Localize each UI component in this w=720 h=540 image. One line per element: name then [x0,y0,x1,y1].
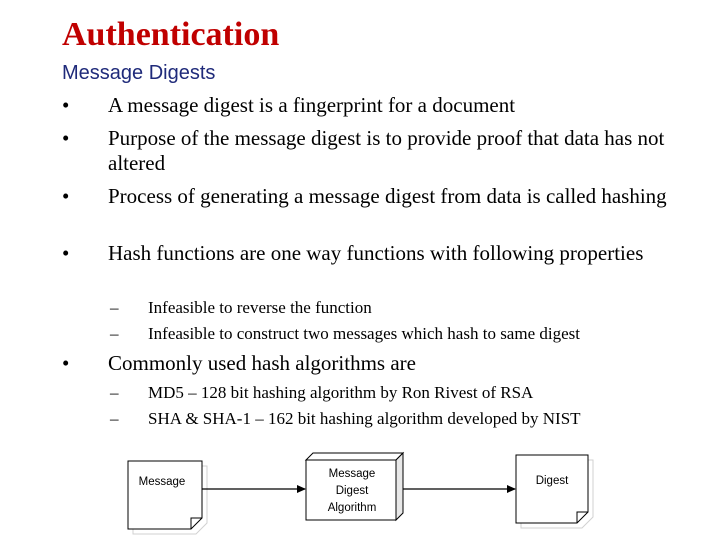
algorithm-label-line: Digest [335,485,369,497]
algorithm-label-line: Message [328,468,376,480]
bullet-text: Commonly used hash algorithms are [108,351,416,375]
bullet-text: A message digest is a fingerprint for a document [108,93,516,117]
sub-bullet-marker: – [110,298,119,317]
bullet-marker: • [62,184,70,208]
sub-bullet-text: MD5 – 128 bit hashing algorithm by Ron Rivest of RSA [148,383,534,402]
sub-bullet-text: Infeasible to construct two messages which hash to same digest [148,324,580,343]
algorithm-label [306,466,398,517]
sub-bullet-marker: – [110,324,119,343]
digest-label: Digest [535,475,569,487]
sub-bullet-text: SHA & SHA-1 – 162 bit hashing algorithm developed by NIST [148,409,581,428]
sub-bullet-marker: – [110,409,119,428]
algorithm-label-line: Algorithm [327,502,377,514]
sub-bullet-marker: – [110,383,119,402]
bullet-marker: • [62,351,70,375]
message-label: Message [138,476,186,488]
digest-document-shape [516,455,593,528]
slide-subtitle: Message Digests [62,62,216,84]
bullet-marker: • [62,126,70,150]
sub-bullet-text: Infeasible to reverse the function [148,298,372,317]
message-document-shape [128,461,207,534]
bullet-marker: • [62,93,70,117]
bullet-text: Process of generating a message digest from data is called hashing [108,184,667,208]
bullet-text: Hash functions are one way functions with following properties [108,241,644,265]
slide-title: Authentication [62,16,280,53]
bullet-text: Purpose of the message digest is to provide proof that data has not altered [108,126,665,175]
bullet-marker: • [62,241,70,265]
